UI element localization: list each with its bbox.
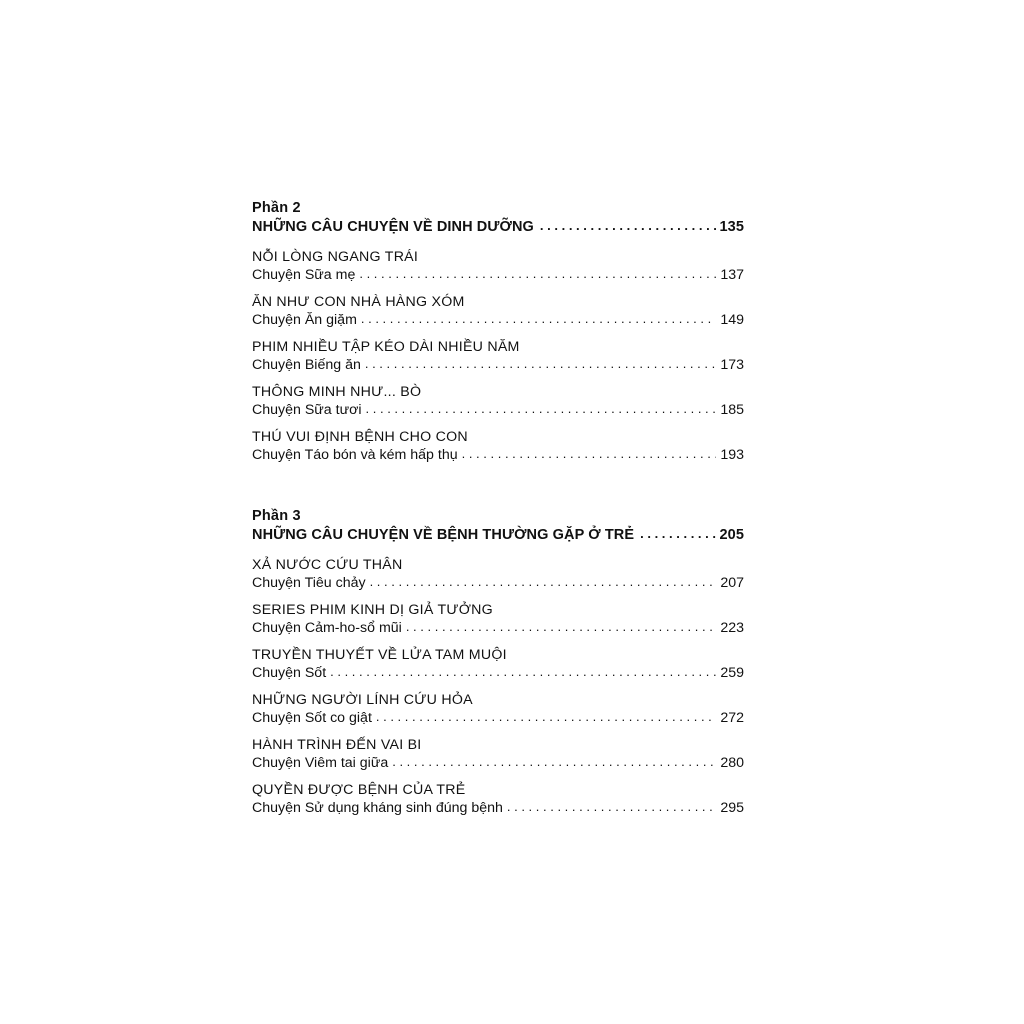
toc-entry-subtitle: Chuyện Sử dụng kháng sinh đúng bệnh [252,800,503,816]
toc-entry-page: 207 [720,575,744,591]
toc-entry [252,384,744,418]
toc-part-block [252,200,744,463]
part-title-row [252,527,744,543]
dot-leader [365,357,716,371]
toc-entry [252,429,744,463]
toc-entry [252,249,744,283]
part-label: Phần 2 [252,200,301,216]
toc-entry-page: 173 [720,357,744,373]
toc-entry [252,782,744,816]
toc-entry-title: THÔNG MINH NHƯ... BÒ [252,384,422,400]
toc-entry-list [252,557,744,816]
dot-leader [366,402,717,416]
toc-entry-row [252,575,744,591]
toc-entry-title: QUYỀN ĐƯỢC BỆNH CỦA TRẺ [252,782,466,798]
toc-entry-page: 185 [720,402,744,418]
part-title: NHỮNG CÂU CHUYỆN VỀ BỆNH THƯỜNG GẶP Ở TRẺ [252,527,635,543]
part-label: Phần 3 [252,508,301,524]
dot-leader [507,800,716,814]
toc-entry-row [252,312,744,328]
dot-leader [361,312,716,326]
dot-leader [330,665,716,679]
dot-leader [370,575,717,589]
dot-leader [359,267,716,281]
toc-entry-row [252,402,744,418]
part-title-row [252,219,744,235]
table-of-contents [252,200,744,827]
toc-entry [252,647,744,681]
toc-entry-title: PHIM NHIỀU TẬP KÉO DÀI NHIỀU NĂM [252,339,520,355]
toc-entry-row [252,357,744,373]
toc-entry-subtitle: Chuyện Sốt [252,665,327,681]
toc-entry-subtitle: Chuyện Biếng ăn [252,357,361,373]
dot-leader [540,219,716,234]
toc-entry-title: XẢ NƯỚC CỨU THÂN [252,557,403,573]
toc-entry-title: THÚ VUI ĐỊNH BỆNH CHO CON [252,429,468,445]
toc-entry-title: HÀNH TRÌNH ĐẾN VAI BI [252,737,422,753]
toc-entry-title: NHỮNG NGƯỜI LÍNH CỨU HỎA [252,692,473,708]
toc-entry [252,294,744,328]
toc-entry-page: 272 [720,710,744,726]
toc-entry-page: 223 [720,620,744,636]
part-title: NHỮNG CÂU CHUYỆN VỀ DINH DƯỠNG [252,219,534,235]
toc-entry-title: TRUYỀN THUYẾT VỀ LỬA TAM MUỘI [252,647,507,663]
dot-leader [406,620,717,634]
toc-entry-page: 280 [720,755,744,771]
toc-entry [252,737,744,771]
toc-entry-page: 259 [720,665,744,681]
part-page-number: 135 [719,219,744,235]
dot-leader [376,710,716,724]
toc-entry-title: ĂN NHƯ CON NHÀ HÀNG XÓM [252,294,465,310]
toc-entry [252,692,744,726]
toc-entry-subtitle: Chuyện Viêm tai giữa [252,755,389,771]
toc-entry-subtitle: Chuyện Tiêu chảy [252,575,366,591]
toc-entry-list [252,249,744,463]
toc-entry [252,557,744,591]
toc-entry-page: 137 [720,267,744,283]
toc-entry-title: SERIES PHIM KINH DỊ GIẢ TƯỞNG [252,602,493,618]
toc-entry-subtitle: Chuyện Sữa tươi [252,402,362,418]
toc-entry-row [252,755,744,771]
part-page-number: 205 [719,527,744,543]
toc-entry-row [252,447,744,463]
dot-leader [392,755,716,769]
toc-entry-subtitle: Chuyện Sốt co giật [252,710,372,726]
section-spacer [252,474,744,508]
toc-entry-subtitle: Chuyện Táo bón và kém hấp thụ [252,447,458,463]
dot-leader [640,527,715,542]
toc-entry-row [252,620,744,636]
toc-entry-page: 193 [720,447,744,463]
toc-entry-row [252,267,744,283]
toc-entry-row [252,800,744,816]
toc-entry-row [252,710,744,726]
toc-entry-subtitle: Chuyện Ăn giặm [252,312,357,328]
toc-entry-title: NỖI LÒNG NGANG TRÁI [252,249,419,265]
dot-leader [462,447,717,461]
toc-entry-subtitle: Chuyện Cảm-ho-sổ mũi [252,620,402,636]
toc-entry [252,339,744,373]
toc-entry-subtitle: Chuyện Sữa mẹ [252,267,356,283]
toc-part-block [252,508,744,816]
toc-entry-row [252,665,744,681]
toc-entry-page: 295 [720,800,744,816]
toc-entry [252,602,744,636]
toc-entry-page: 149 [720,312,744,328]
